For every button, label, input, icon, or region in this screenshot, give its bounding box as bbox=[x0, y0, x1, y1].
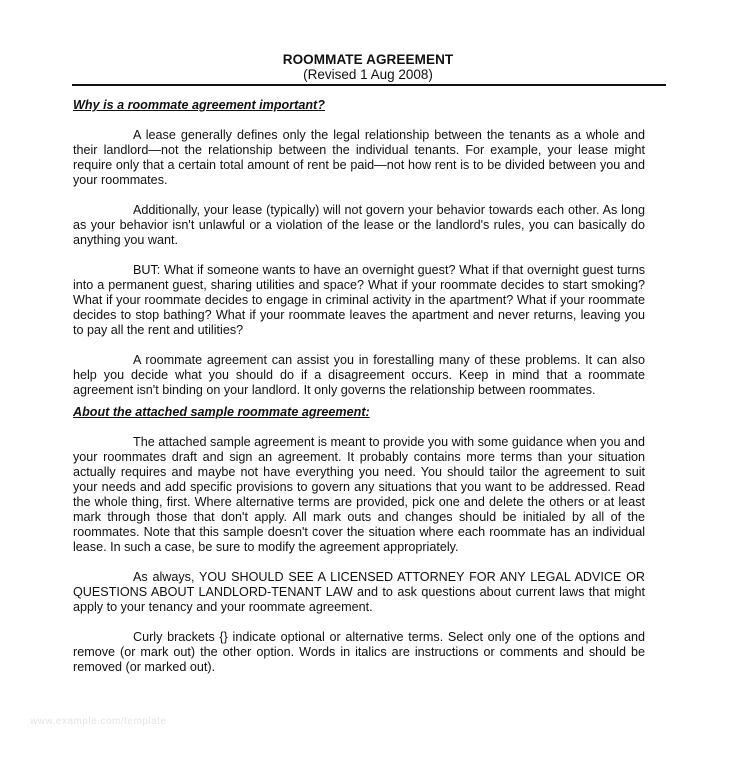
paragraph: A roommate agreement can assist you in forestalling many of these problems. It can also help you decide what you should do if a disagreement occurs. Keep in mind that a roommate agreement isn't binding on your landlord. It only governs the relationship between roommates. bbox=[73, 353, 645, 397]
document-header bbox=[0, 52, 736, 82]
paragraph: A lease generally defines only the legal relationship between the tenants as a whole and their landlord—not the relationship between the individual tenants. For example, your lease might require only that a certain total amount of rent be paid—not how rent is to be divided between you and your roommates. bbox=[73, 128, 645, 187]
paragraph: The attached sample agreement is meant to provide you with some guidance when you and your roommates draft and sign an agreement. It probably contains more terms than your situation actually requires and maybe not have everything you need. You should tailor the agreement to suit your needs and add specific provisions to govern any situations that you want to be addressed. Read the whole thing, first. Where alternative terms are provided, pick one and delete the others or at least mark through those that don't apply. All mark outs and changes should be initialed by all of the roommates. Note that this sample doesn't cover the situation where each roommate has an individual lease. In such a case, be sure to modify the agreement appropriately. bbox=[73, 435, 645, 554]
paragraph: Additionally, your lease (typically) will not govern your behavior towards each other. As long as your behavior isn't unlawful or a violation of the lease or the landlord's rules, you can basically do anything you want. bbox=[73, 203, 645, 247]
header-divider bbox=[72, 84, 666, 86]
document-title: ROOMMATE AGREEMENT bbox=[282, 52, 454, 67]
section-heading-importance: Why is a roommate agreement important? bbox=[73, 98, 325, 112]
paragraph: As always, YOU SHOULD SEE A LICENSED ATTORNEY FOR ANY LEGAL ADVICE OR QUESTIONS ABOUT LANDLORD-TENANT LAW and to ask questions about current laws that might apply to your tenancy and your roommate agreement. bbox=[73, 570, 645, 614]
paragraph: BUT: What if someone wants to have an overnight guest? What if that overnight guest turns into a permanent guest, sharing utilities and space? What if your roommate decides to start smoking? What if your roommate decides to engage in criminal activity in the apartment? What if your roommate decides to stop bathing? What if your roommate leaves the apartment and never returns, leaving you to pay all the rent and utilities? bbox=[73, 263, 645, 337]
watermark-text: www.example.com/template bbox=[30, 716, 167, 727]
section-heading-about-sample: About the attached sample roommate agreement: bbox=[73, 405, 370, 419]
document-body bbox=[73, 98, 645, 690]
paragraph: Curly brackets {} indicate optional or alternative terms. Select only one of the options and remove (or mark out) the other option. Words in italics are instructions or comments and should be removed (or marked out). bbox=[73, 630, 645, 674]
document-subtitle: (Revised 1 Aug 2008) bbox=[303, 67, 433, 82]
